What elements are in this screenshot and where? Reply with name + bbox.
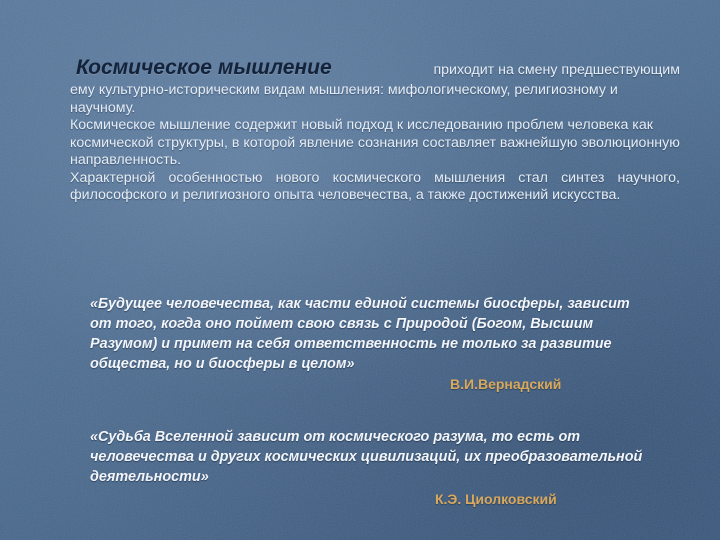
- slide-body: [70, 56, 680, 205]
- quote-text: «Судьба Вселенной зависит от космического разума, то есть от человечества и других космических цивилизаций, их преобразовательной деятельности»: [90, 429, 643, 485]
- intro-lead-line: [70, 56, 680, 82]
- slide-heading: Космическое мышление: [76, 56, 332, 79]
- quote-author: В.И.Вернадский: [450, 376, 562, 392]
- quote-vernadsky: [90, 294, 650, 394]
- quote-text: «Будущее человечества, как части единой системы биосферы, зависит от того, когда оно поймет свою связь с Природой (Богом, Высшим Разумом) и примет на себя ответственность не только за развитие общества, но и биосферы в целом»: [90, 296, 630, 372]
- intro-continuation: ему культурно-историческим видам мышления: мифологическому, религиозному и научному.: [70, 82, 618, 116]
- intro-lead-text: приходит на смену предшествующим: [433, 62, 680, 78]
- quote-author: К.Э. Циолковский: [435, 491, 557, 507]
- paragraph-synthesis: Характерной особенностью нового космического мышления стал синтез научного, философского и религиозного опыта человечества, а также достижений искусства.: [70, 169, 680, 203]
- paragraph-cosmic-approach: Космическое мышление содержит новый подход к исследованию проблем человека как космической структуры, в которой явление сознания составляет важнейшую эволюционную направленность.: [70, 117, 680, 168]
- quote-tsiolkovsky: [90, 427, 650, 509]
